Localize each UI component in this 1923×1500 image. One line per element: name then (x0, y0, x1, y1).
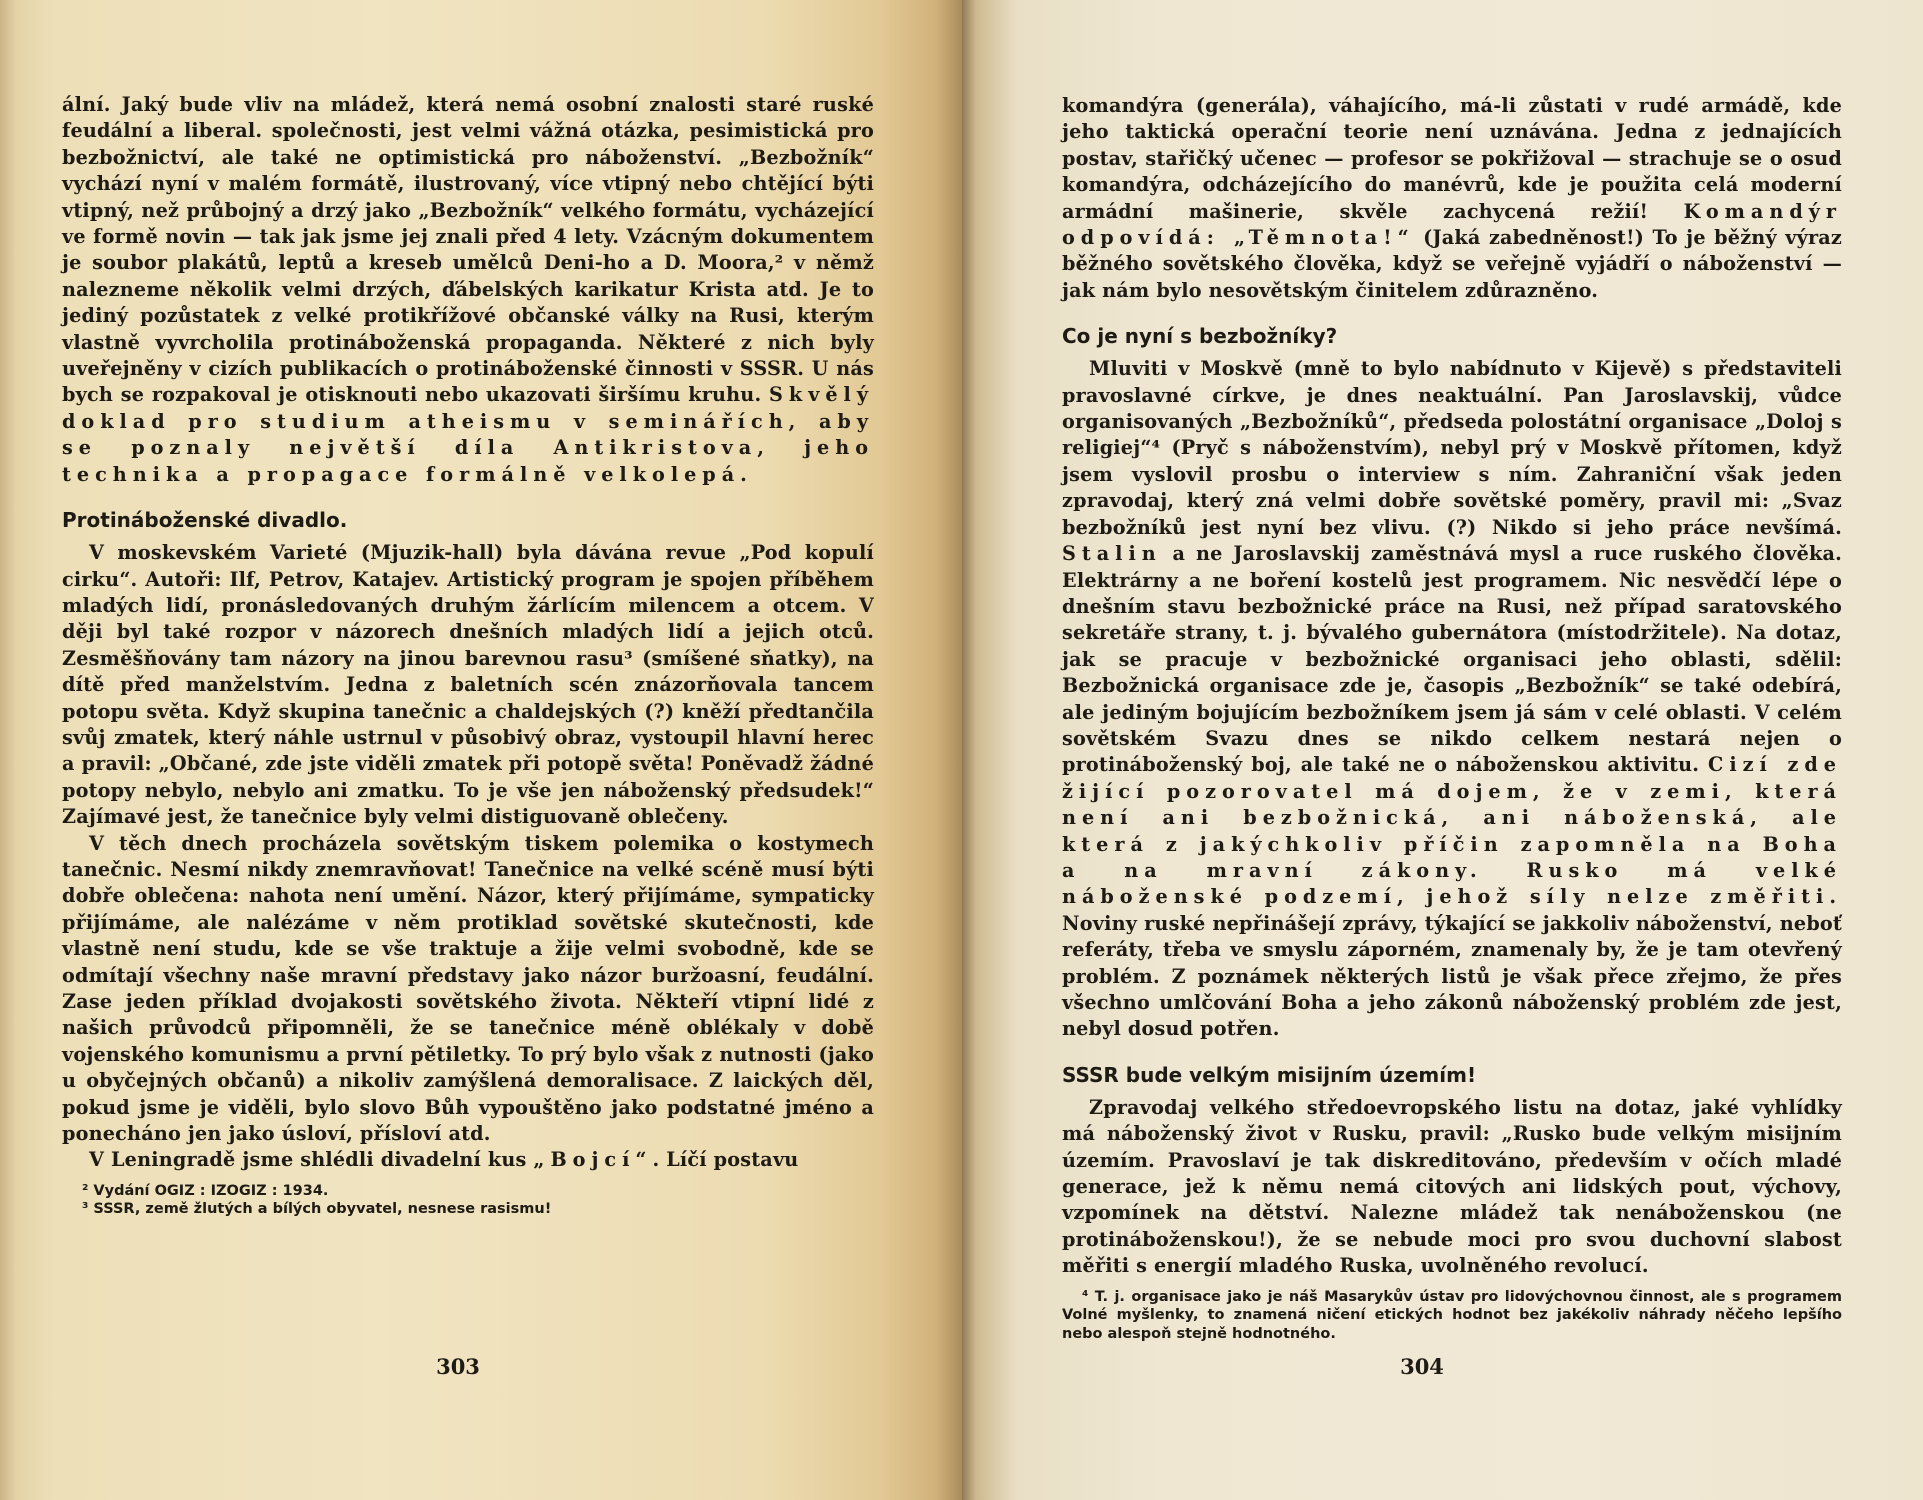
right-page-content (1062, 93, 1842, 1343)
spaced-emphasis: Stalin (1062, 542, 1162, 566)
section-heading: SSSR bude velkým misijním územím! (1062, 1062, 1477, 1087)
paragraph-text-tail: a ne Jaroslavskij zaměstnává mysl a ruce ruského člověka. Elektrárny a ne boření kostelů jest programem. Nic nesvědčí lépe o dnešním stavu bezbožnické práce na Rusi, než případ saratovského sekretáře strany, t. j. bývalého gubernátora (místodržitele). Na dotaz, jak se pracuje v bezbožnické organisaci jeho oblasti, sdělil: Bezbožnická organisace zde je, časopis „Bezbožník“ se také odebírá, ale jediným bojujícím bezbožníkem jsem já sám v celé oblasti. V celém sovětském Svazu dnes se nikdo celkem nestará nejen o protináboženský boj, ale také ne o náboženskou aktivitu. (1062, 542, 1842, 777)
paragraph (1062, 356, 1842, 1043)
paragraph-text: komandýra (generála), váhajícího, má-li zůstati v rudé armádě, kde jeho taktická operační teorie není uznávána. Jedna z jednajících postav, stařičký učenec — profesor se pokřižoval — strachuje se o osud komandýra, odcházejícího do manévrů, kde je použita celá moderní armádní mašinerie, skvěle zachycená režií! (1062, 94, 1842, 223)
footnote: ³ SSSR, země žlutých a bílých obyvatel, nesnese rasismu! (82, 1201, 552, 1218)
paragraph (1062, 93, 1842, 304)
page-number: 304 (1400, 1354, 1444, 1379)
section-heading: Co je nyní s bezbožníky? (1062, 324, 1338, 349)
spaced-emphasis: Skvělý doklad pro studium atheismu v seminářích, aby se poznaly největší díla Antikristova, jeho technika a propagace formálně velkolepá. (62, 383, 874, 486)
left-page-content (62, 92, 874, 1219)
paragraph: Zpravodaj velkého středoevropského listu na dotaz, jaké vyhlídky má náboženský život v Rusku, pravil: „Rusko bude velkým misijním územím. Pravoslaví je tak diskreditováno, především v očích mladé generace, jež k němu nemá citových ani lidských pout, výchovy, vzpomínek na dětství. Nalezne mládež tak nenáboženskou (ne protináboženskou!), že se nebude moci pro svou duchovní slabost měřiti s energií mladého Ruska, uvolněného revolucí. (1062, 1095, 1842, 1278)
right-page (962, 0, 1923, 1500)
spaced-emphasis: Komandýr odpovídá: „Těmnota!“ (1062, 199, 1842, 250)
paragraph (62, 1147, 874, 1173)
paragraph-text-tail: . Líčí postavu (652, 1148, 799, 1172)
paragraph (62, 92, 874, 488)
paragraph-text: V Leningradě jsme shlédli divadelní kus (89, 1148, 534, 1172)
paragraph-text-tail: (Jaká zabedněnost!) To je běžný výraz běžného sovětského člověka, když se veřejně vyjádří o náboženství — jak nám bylo nesovětským činitelem zdůrazněno. (1062, 226, 1842, 302)
paragraph-text-tail: Noviny ruské nepřinášejí zprávy, týkající se jakkoliv náboženství, neboť referáty, třeba ve smyslu záporném, znamenaly by, že je tam otevřený problém. Z poznámek některých listů je však přece zřejmo, že přes všechno umlčování Boha a jeho zákonů náboženský problém zde jest, nebyl dosud potřen. (1062, 911, 1842, 1041)
spaced-emphasis: „Bojcí“ (533, 1148, 653, 1172)
footnote: ⁴ T. j. organisace jako je náš Masarykův ústav pro lidovýchovnou činnost, ale s programem Volné myšlenky, to znamená ničení etických hodnot bez jakékoliv náhrady něčeho lepšího nebo alespoň stejně hodnotného. (1062, 1288, 1842, 1342)
paragraph: V těch dnech procházela sovětským tiskem polemika o kostymech tanečnic. Nesmí nikdy znemravňovat! Tanečnice na velké scéně musí býti dobře oblečena: nahota není umění. Názor, který přijímáme, sympaticky přijímáme, ale nalézáme v něm protiklad sovětské skutečnosti, kde vlastně není studu, kde se vše traktuje a žije velmi svobodně, kde se odmítají všechny naše mravní představy jako názor buržoasní, feudální. Zase jeden příklad dvojakosti sovětského života. Někteří vtipní lidé z našich průvodců připomněli, že se tanečnice méně oblékaly v době vojenského komunismu a první pětiletky. To prý bylo však z nutnosti (jako u obyčejných občanů) a nikoliv zamýšlená demoralisace. Z laických děl, pokud jsme je viděli, bylo slovo Bůh vypouštěno jako podstatné jméno a ponecháno jen jako úsloví, přísloví atd. (62, 831, 874, 1146)
section-heading: Protináboženské divadlo. (62, 508, 348, 533)
footnote: ² Vydání OGIZ : IZOGIZ : 1934. (82, 1182, 329, 1199)
spaced-emphasis: Cizí zde žijící pozorovatel má dojem, že v zemi, která není ani bezbožnická, ani náboženská, ale která z jakýchkoliv příčin zapomněla na Boha a na mravní zákony. Rusko má velké náboženské podzemí, jehož síly nelze změřiti. (1062, 753, 1842, 909)
page-number: 303 (436, 1354, 480, 1379)
paragraph: V moskevském Varieté (Mjuzik-hall) byla dávána revue „Pod kopulí cirku“. Autoři: Ilf, Petrov, Katajev. Artistický program je spojen příběhem mladých lidí, pronásledovaných druhým žárlícím milencem a otcem. V ději byl také rozpor v názorech dnešních mladých lidí a jejich otců. Zesměšňovány tam názory na jinou barevnou rasu³ (smíšené sňatky), na dítě před manželstvím. Jedna z baletních scén znázorňovala tancem potopu světa. Když skupina tanečnic a chaldejských (?) kněží předtančila svůj zmatek, který náhle ustrnul v působivý obraz, vystoupil hlavní herec a pravil: „Občané, zde jste viděli zmatek při potopě světa! Poněvadž žádné potopy nebylo, nebylo ani zmatku. To je vše jen náboženský předsudek!“ Zajímavé jest, že tanečnice byly velmi distiguovaně oblečeny. (62, 541, 874, 829)
paragraph-text: ální. Jaký bude vliv na mládež, která nemá osobní znalosti staré ruské feudální a liberal. společnosti, jest velmi vážná otázka, pesimistická pro bezbožnictví, ale také ne optimistická pro náboženství. „Bezbožník“ vychází nyní v malém formátě, ilustrovaný, více vtipný nebo chtějící býti vtipný, než průbojný a drzý jako „Bezbožník“ velkého formátu, vycházející ve formě novin — tak jak jsme jej znali před 4 lety. Vzácným dokumentem je soubor plakátů, leptů a kreseb umělců Deni-ho a D. Moora,² v němž nalezneme několik velmi drzých, ďábelských karikatur Krista atd. Je to jediný pozůstatek z velké protikřížové občanské války na Rusi, kterým vlastně vyvrcholila protináboženská propaganda. Některé z nich byly uveřejněny v cizích publikacích o protináboženské činnosti v SSSR. U nás bych se rozpakoval je otisknouti nebo ukazovati širšímu kruhu. (62, 93, 874, 407)
paragraph-text: Mluviti v Moskvě (mně to bylo nabídnuto v Kijevě) s představiteli pravoslavné církve, je dnes neaktuální. Pan Jaroslavskij, vůdce organisovaných „Bezbožníků“, předseda polostátní organisace „Doloj s religiej“⁴ (Pryč s náboženstvím), nebyl prý v Moskvě přítomen, když jsem vyslovil prosbu o interview s ním. Zahraniční však jeden zpravodaj, který zná velmi dobře sovětské poměry, pravil mi: „Svaz bezbožníků jest nyní bez vlivu. (?) Nikdo si jeho práce nevšímá. (1062, 357, 1842, 539)
footnotes (62, 1182, 874, 1219)
footnotes (1062, 1288, 1842, 1344)
